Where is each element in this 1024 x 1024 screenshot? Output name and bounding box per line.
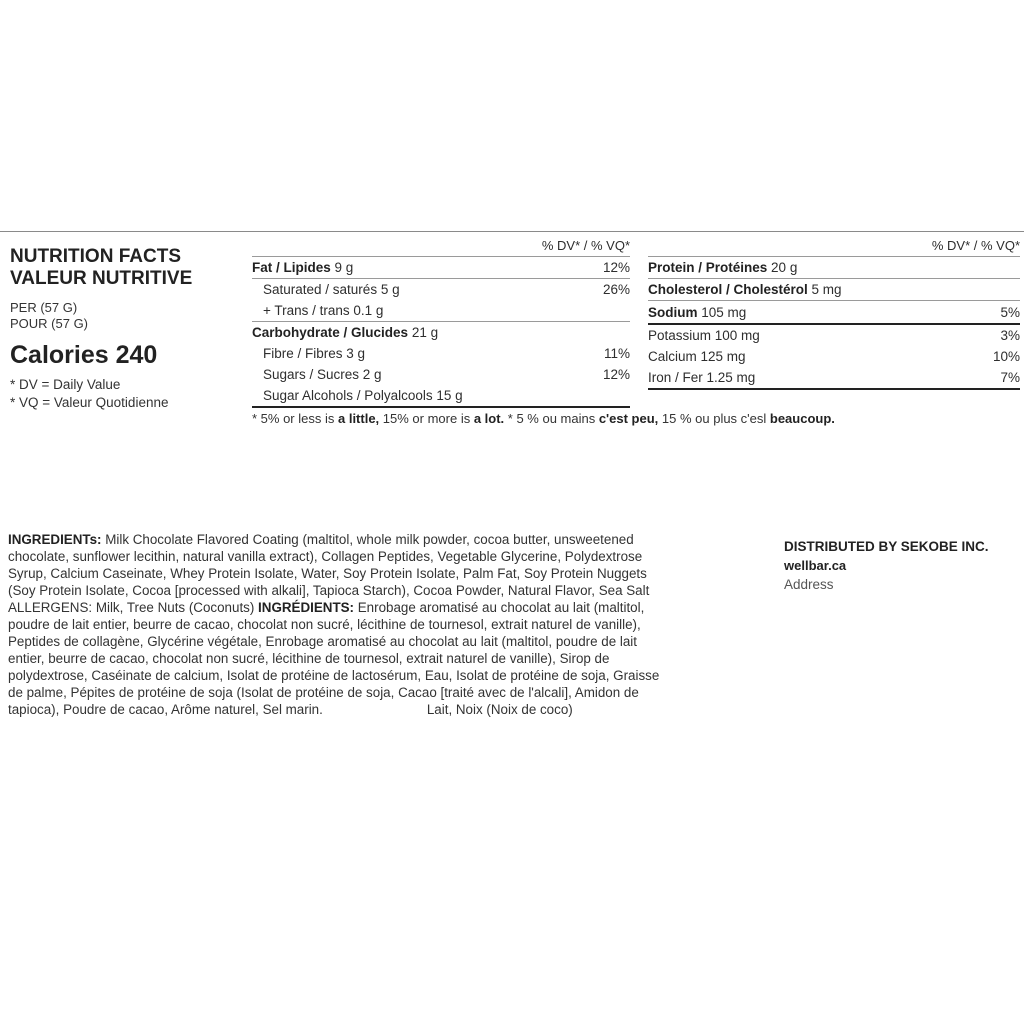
nutrient-name: Iron / Fer 1.25 mg — [648, 370, 756, 385]
calories: Calories 240 — [10, 341, 158, 369]
nutrient-name: Saturated / saturés 5 g — [263, 282, 400, 297]
ingredients-line: de palme, Pépites de protéine de soja (Isolat de protéine de soja, Cacao [traité avec de l'alcali], Amidon de — [8, 685, 639, 700]
footnote-text: 15 % ou plus c'esl — [658, 411, 770, 426]
ingredients-line — [8, 599, 768, 616]
ingredients-block — [8, 531, 768, 718]
table-row — [648, 301, 1020, 325]
allergens-fr: Lait, Noix (Noix de coco) — [426, 702, 573, 717]
nutrient-name: Sugars / Sucres 2 g — [263, 367, 382, 382]
nutrient-amount: 20 g — [771, 260, 798, 275]
nutrient-name: Sugar Alcohols / Polyalcools 15 g — [263, 388, 463, 403]
ingredients-text: Enrobage aromatisé au chocolat au lait (maltitol, — [354, 600, 645, 615]
table-row — [648, 367, 1020, 390]
allergens-en: ALLERGENS: Milk, Tree Nuts (Coconuts) — [8, 600, 259, 615]
table-row — [252, 279, 630, 300]
ingredients-heading-fr: INGRÉDIENTS: — [258, 600, 355, 615]
vq-note: * VQ = Valeur Quotidienne — [10, 395, 169, 410]
table-row — [648, 279, 1020, 301]
nutrient-amount: 105 mg — [701, 305, 747, 320]
nutrient-dv: 26% — [602, 282, 630, 297]
footnote-bold: c'est peu, — [598, 411, 659, 426]
ingredients-line: poudre de lait entier, beurre de cacao, chocolat non sucré, lécithine de tournesol, extrait naturel de vanille), — [8, 617, 641, 632]
footnote-bold: a little, — [337, 411, 380, 426]
nutrient-dv: 5% — [1000, 305, 1020, 320]
table-row — [648, 257, 1020, 279]
nutrient-name: + Trans / trans 0.1 g — [263, 303, 384, 318]
footnote-text: 15% or more is — [379, 411, 474, 426]
nutrient-dv: 10% — [992, 349, 1020, 364]
footnote-text: * 5% or less is — [252, 411, 338, 426]
table-row — [252, 364, 630, 385]
nutrient-dv: 3% — [1000, 328, 1020, 343]
distributor-name: DISTRIBUTED BY SEKOBE INC. — [784, 539, 989, 554]
nutrient-name: Calcium 125 mg — [648, 349, 746, 364]
serving-fr: POUR (57 G) — [10, 316, 89, 331]
ingredients-line — [8, 531, 768, 548]
footnote-bold: beaucoup. — [769, 411, 835, 426]
footnote-bold: a lot. — [473, 411, 505, 426]
ingredients-line: (Soy Protein Isolate, Cocoa [processed with alkali], Tapioca Starch), Cocoa Powder, Natural Flavor, Sea Salt — [8, 583, 650, 598]
distributor-address: Address — [784, 577, 834, 592]
dv-note: * DV = Daily Value — [10, 377, 121, 392]
nutrient-name: Cholesterol / Cholestérol — [648, 282, 808, 297]
distributor-website: wellbar.ca — [784, 558, 847, 573]
ingredients-line: Peptides de collagène, Glycérine végétale, Enrobage aromatisé au chocolat au lait (maltitol, poudre de lait — [8, 634, 637, 649]
nutrition-label-header — [10, 246, 245, 412]
ingredients-line: entier, beurre de cacao, chocolat non sucré, lécithine de tournesol, extrait naturel de vanille), Sirop de — [8, 651, 610, 666]
nutrient-name: Potassium 100 mg — [648, 328, 760, 343]
top-divider — [0, 231, 1024, 232]
table-row — [252, 300, 630, 322]
table-header — [252, 236, 630, 257]
nutrient-name: Fibre / Fibres 3 g — [263, 346, 366, 361]
ingredients-heading-en: INGREDIENTs: — [8, 532, 102, 547]
nutrient-table-left — [252, 236, 630, 408]
ingredients-line — [8, 701, 768, 718]
title-fr: VALEUR NUTRITIVE — [10, 268, 193, 289]
ingredients-line: polydextrose, Caséinate de calcium, Isolat de protéine de lactosérum, Eau, Isolat de protéine de soja, Graisse — [8, 668, 660, 683]
ingredients-text: Milk Chocolate Flavored Coating (maltitol, whole milk powder, cocoa butter, unsweetened — [101, 532, 634, 547]
table-row — [648, 325, 1020, 346]
nutrient-amount: 5 mg — [811, 282, 842, 297]
ingredients-line: chocolate, sunflower lecithin, natural vanilla extract), Collagen Peptides, Vegetable Glycerine, Polydextrose — [8, 549, 643, 564]
table-header — [648, 236, 1020, 257]
dv-header: % DV* / % VQ* — [931, 238, 1020, 253]
dv-notes — [10, 376, 245, 412]
nutrient-table-right — [648, 236, 1020, 390]
table-row — [252, 385, 630, 408]
nutrient-name: Carbohydrate / Glucides — [252, 325, 409, 340]
nutrient-dv: 12% — [602, 260, 630, 275]
table-row — [252, 257, 630, 279]
serving-en: PER (57 G) — [10, 300, 78, 315]
dv-header: % DV* / % VQ* — [541, 238, 630, 253]
serving-size — [10, 300, 245, 332]
ingredients-line: Syrup, Calcium Caseinate, Whey Protein Isolate, Water, Soy Protein Isolate, Palm Fat, Soy Protein Nuggets — [8, 566, 647, 581]
nutrient-amount: 9 g — [334, 260, 354, 275]
table-row — [648, 346, 1020, 367]
ingredients-text: tapioca), Poudre de cacao, Arôme naturel, Sel marin. — [8, 702, 323, 717]
nutrient-name: Sodium — [648, 305, 698, 320]
title-en: NUTRITION FACTS — [10, 246, 181, 267]
nutrient-dv: 7% — [1000, 370, 1020, 385]
table-row — [252, 322, 630, 343]
nutrient-name: Fat / Lipides — [252, 260, 331, 275]
footnote-text: * 5 % ou mains — [504, 411, 599, 426]
nutrient-name: Protein / Protéines — [648, 260, 768, 275]
nutrient-dv: 12% — [602, 367, 630, 382]
table-row — [252, 343, 630, 364]
distributor-block — [784, 537, 989, 594]
nutrient-amount: 21 g — [411, 325, 439, 340]
nutrient-dv: 11% — [603, 346, 630, 361]
dv-footnote — [252, 411, 835, 426]
